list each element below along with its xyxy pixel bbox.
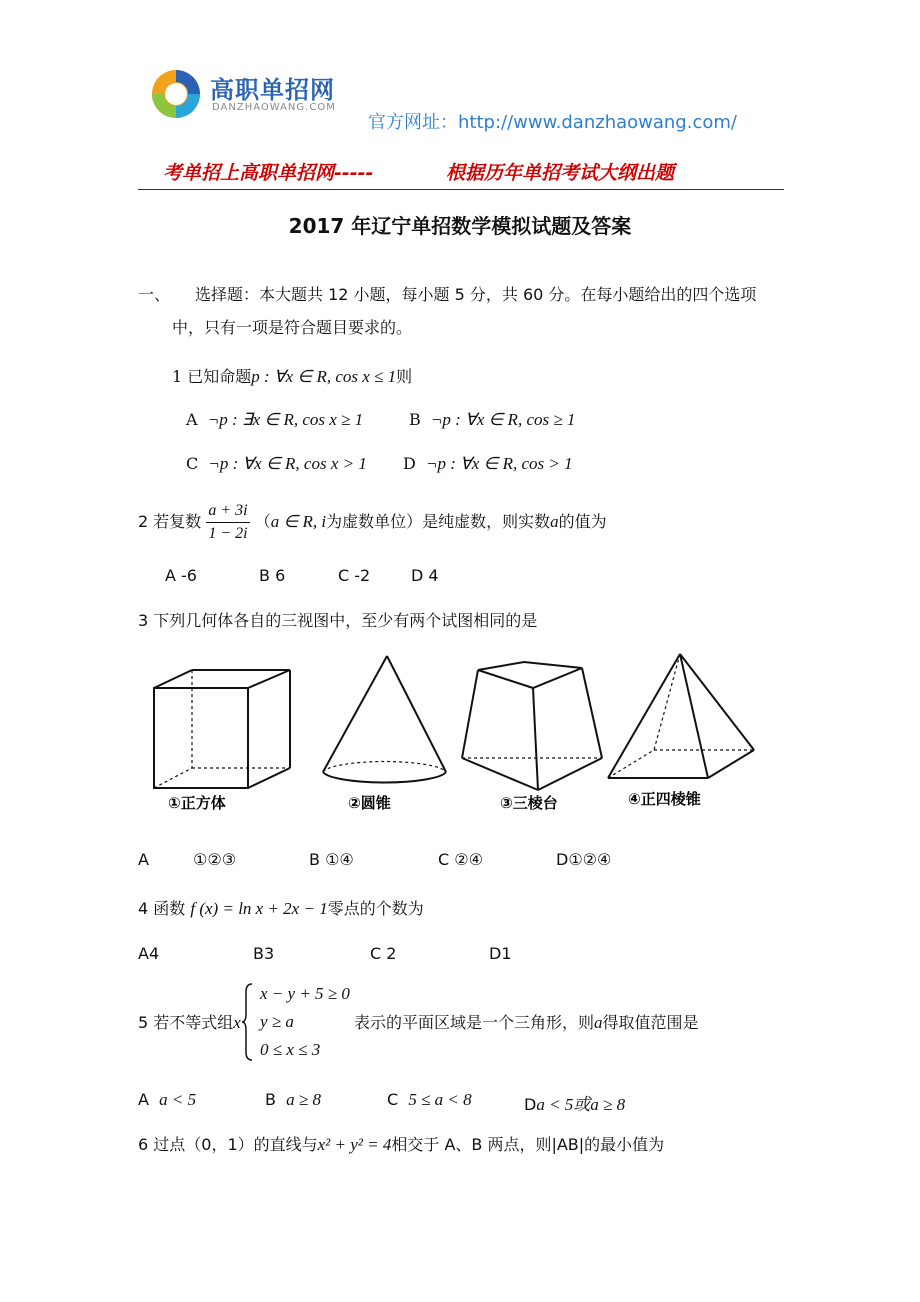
caption-pyramid: ④正四棱锥 [628, 790, 701, 808]
q5-text: 表示的平面区域是一个三角形，则a得取值范围是 [354, 1013, 699, 1032]
q1-option-c[interactable]: C ¬p : ∀x ∈ R, cos x > 1 [186, 454, 367, 473]
solids-figure [140, 648, 785, 824]
q5-ineq-3: 0 ≤ x ≤ 3 [260, 1040, 321, 1059]
official-site-link[interactable]: 官方网址：http://www.danzhaowang.com/ [368, 112, 737, 133]
logo-icon [150, 68, 202, 120]
q2-condition: a ∈ R, i [270, 512, 327, 531]
page-title: 2017 年辽宁单招数学模拟试题及答案 [288, 214, 632, 238]
q5-option-d[interactable]: Da < 5或a ≥ 8 [524, 1095, 626, 1114]
q1-tail: 则 [396, 367, 413, 386]
q1-text: 已知命题 [187, 367, 252, 386]
q5-ineq-2: y ≥ a [260, 1012, 294, 1031]
q2-fraction: $\frac{a + 3i}{1 - 2i}$ [208, 502, 248, 542]
site-logo[interactable] [150, 66, 360, 126]
q3-option-b[interactable]: B ①④ [309, 850, 354, 869]
q3-option-a-label[interactable]: A [138, 850, 149, 869]
caption-cone: ②圆锥 [348, 794, 391, 812]
q4-option-a[interactable]: A4 [138, 944, 160, 963]
q4-option-d[interactable]: D1 [489, 944, 512, 963]
q2-option-b[interactable]: B 6 [259, 566, 286, 585]
q3-option-c[interactable]: C ②④ [438, 850, 483, 869]
q2-option-d[interactable]: D 4 [411, 566, 439, 585]
q2-option-c[interactable]: C -2 [338, 566, 371, 585]
q4-option-c[interactable]: C 2 [370, 944, 397, 963]
q5-ineq-1: x − y + 5 ≥ 0 [260, 984, 350, 1003]
q2-option-a[interactable]: A -6 [165, 566, 197, 585]
q1-option-a[interactable]: A ¬p : ∃x ∈ R, cos x ≥ 1 [186, 410, 364, 429]
logo-title: 高职单招网 [210, 76, 335, 104]
q4-expr: f (x) = ln x + 2x − 1 [190, 899, 328, 918]
section-intro-line2: 中，只有一项是符合题目要求的。 [172, 318, 413, 337]
question-3: 3 下列几何体各自的三视图中，至少有两个试图相同的是 [138, 611, 538, 630]
logo-subtitle: DANZHAOWANG.COM [212, 102, 336, 113]
q4-option-b[interactable]: B3 [253, 944, 275, 963]
q1-number: 1 [172, 367, 183, 386]
q1-option-b[interactable]: B ¬p : ∀x ∈ R, cos ≥ 1 [409, 410, 576, 429]
header-divider [138, 189, 784, 190]
section-intro-line1: 选择题：本大题共 12 小题，每小题 5 分，共 60 分。在每小题给出的四个选项 [195, 285, 757, 304]
question-6: 6 过点（0，1）的直线与x² + y² = 4相交于 A、B 两点，则|AB|的最小值为 [138, 1135, 665, 1154]
q5-option-c[interactable]: C 5 ≤ a < 8 [387, 1090, 472, 1109]
brace-icon [242, 982, 254, 1062]
q6-expr: x² + y² = 4 [317, 1135, 392, 1154]
q3-option-a-value[interactable]: ①②③ [193, 850, 237, 869]
slogan-right: 根据历年单招考试大纲出题 [446, 162, 675, 184]
slogan-left: 考单招上高职单招网----- [163, 162, 374, 184]
q1-expr: p : ∀x ∈ R, cos x ≤ 1 [251, 367, 397, 386]
question-4: 4 函数 f (x) = ln x + 2x − 1零点的个数为 [138, 899, 424, 918]
q5-prefix: 5 若不等式组x [138, 1013, 241, 1032]
q2-prefix: 2 若复数 [138, 512, 202, 531]
solids-illustration [140, 648, 785, 824]
q1-option-d[interactable]: D ¬p : ∀x ∈ R, cos > 1 [403, 454, 573, 473]
caption-cube: ①正方体 [168, 794, 226, 812]
question-2: 2 若复数 $\frac{a + 3i}{1 - 2i}$ （a ∈ R, i为虚数单位）是纯虚数，则实数a的值为 [138, 500, 607, 545]
q5-brace [242, 982, 254, 1062]
caption-frustum: ③三棱台 [500, 794, 558, 812]
q5-option-a[interactable]: A a < 5 [138, 1090, 197, 1109]
q5-option-b[interactable]: B a ≥ 8 [265, 1090, 321, 1109]
q3-option-d[interactable]: D①②④ [556, 850, 612, 869]
question-1 [172, 366, 412, 388]
section-number: 一、 [138, 285, 171, 304]
